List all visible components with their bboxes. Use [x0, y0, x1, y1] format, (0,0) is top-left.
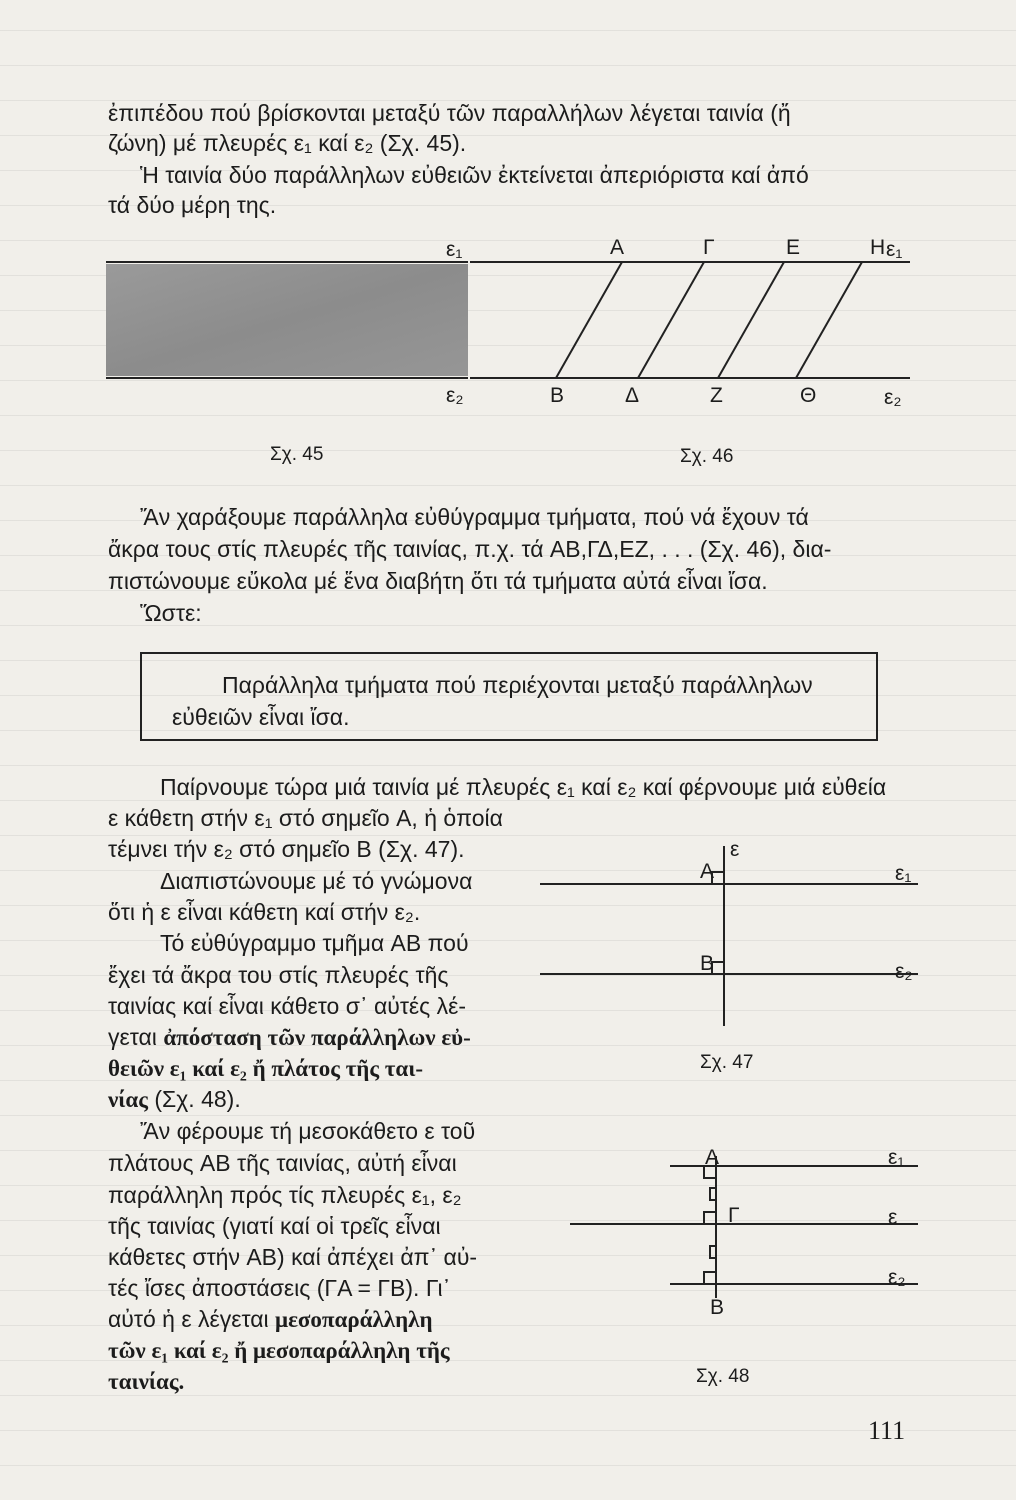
fig48-label-Gamma: Γ	[728, 1204, 740, 1227]
para2-line-11	[108, 1084, 241, 1115]
fig45-label-e2: ε₂	[446, 384, 464, 407]
term-width-end: νίας	[108, 1087, 148, 1112]
para3-line-4: τῆς ταινίας (γιατί καί οἱ τρεῖς εἶναι	[108, 1213, 441, 1239]
intro-line-3: Ἡ ταινία δύο παράλληλων εὐθειῶν ἐκτείνεται ἀπεριόριστα καί ἀπό	[140, 162, 809, 188]
para3-line-6: τές ἴσες ἀποστάσεις (ΓA = ΓB). Γι᾽	[108, 1275, 451, 1301]
para1-line-3: πιστώνουμε εὔκολα μέ ἕνα διαβήτη ὅτι τά τμήματα αὐτά εἶναι ἴσα.	[108, 568, 768, 594]
para2-line-11-normal: (Σχ. 48).	[147, 1086, 241, 1112]
para3-line-3: παράλληλη πρός τίς πλευρές ε₁, ε₂	[108, 1182, 462, 1208]
para3-line-2: πλάτους AB τῆς ταινίας, αὐτή εἶναι	[108, 1150, 457, 1176]
para3-line-8: τῶν ε₁ καί ε₂ ἤ μεσοπαράλληλη τῆς	[108, 1338, 450, 1363]
para2-line-3: τέμνει τήν ε₂ στό σημεῖο B (Σχ. 47).	[108, 836, 465, 862]
term-midparallel: μεσοπαράλληλη	[275, 1307, 433, 1332]
para2-line-9	[108, 1022, 471, 1053]
fig47-label-e1: ε₁	[895, 862, 912, 885]
page-number: 111	[868, 1416, 906, 1445]
fig46-label-e2: ε₂	[884, 386, 902, 409]
fig46-label-B: B	[550, 384, 565, 407]
fig46-label-Gamma: Γ	[703, 236, 715, 259]
rule-line-1: Παράλληλα τμήματα πού περιέχονται μεταξύ παράλληλων	[222, 672, 813, 698]
fig46-segment-EZ	[718, 262, 784, 378]
para2-line-1: Παίρνουμε τώρα μιά ταινία μέ πλευρές ε₁ καί ε₂ καί φέρνουμε μιά εὐθεία	[160, 774, 887, 800]
fig47-label-e2: ε₂	[895, 960, 913, 983]
rule-box	[140, 652, 878, 741]
fig46-label-Delta: Δ	[625, 384, 640, 407]
fig46-segment-GD	[638, 262, 704, 378]
figure-47	[520, 840, 920, 1040]
para3-line-7-normal: αὐτό ἡ ε λέγεται	[108, 1306, 276, 1332]
fig47-label-e: ε	[730, 838, 740, 861]
fig46-label-e1: ε₁	[886, 238, 903, 261]
rule-line-2: εὐθειῶν εἶναι ἴσα.	[172, 704, 350, 730]
fig47-caption: Σχ. 47	[700, 1052, 754, 1073]
para2-line-7: ἔχει τά ἄκρα του στίς πλευρές τῆς	[108, 962, 449, 988]
para2-line-6: Τό εὐθύγραμμο τμῆμα AB πού	[160, 930, 469, 956]
intro-line-1: ἐπιπέδου πού βρίσκονται μεταξύ τῶν παραλλήλων λέγεται ταινία (ἤ	[108, 100, 791, 126]
para3-line-1: Ἄν φέρουμε τή μεσοκάθετο ε τοῦ	[140, 1118, 476, 1144]
fig48-label-A: A	[705, 1146, 720, 1169]
fig48-right-angle-B	[704, 1272, 716, 1284]
para3-line-9: ταινίας.	[108, 1369, 185, 1394]
intro-line-2: ζώνη) μέ πλευρές ε₁ καί ε₂ (Σχ. 45).	[108, 130, 467, 156]
fig48-label-e1: ε₁	[888, 1146, 905, 1169]
figure-48	[520, 1150, 920, 1310]
fig45-shaded-strip	[106, 264, 468, 376]
fig48-label-B: B	[710, 1296, 725, 1319]
fig48-tick-lower	[710, 1246, 716, 1258]
para3-line-5: κάθετες στήν AB) καί ἀπέχει ἀπ᾽ αὐ-	[108, 1244, 478, 1270]
fig47-label-A: A	[700, 860, 715, 883]
fig46-segment-HT	[796, 262, 862, 378]
figure-45	[100, 250, 480, 400]
fig48-label-e: ε	[888, 1206, 898, 1229]
para3-line-7	[108, 1304, 433, 1335]
para1-line-4: Ὥστε:	[140, 600, 202, 626]
fig48-caption: Σχ. 48	[696, 1366, 750, 1387]
fig45-label-e1: ε₁	[446, 238, 463, 261]
fig46-label-Z: Z	[710, 384, 723, 407]
para2-line-2: ε κάθετη στήν ε₁ στό σημεῖο A, ἡ ὁποία	[108, 805, 503, 831]
fig47-label-B: B	[700, 952, 715, 975]
fig46-segment-AB	[556, 262, 622, 378]
fig46-label-E: E	[786, 236, 801, 259]
para1-line-1: Ἄν χαράξουμε παράλληλα εὐθύγραμμα τμήματα, πού νά ἔχουν τά	[140, 504, 809, 530]
intro-line-4: τά δύο μέρη της.	[108, 192, 277, 218]
fig46-label-A: A	[610, 236, 625, 259]
fig46-caption: Σχ. 46	[680, 446, 734, 467]
fig48-label-e2: ε₂	[888, 1266, 906, 1289]
term-distance: ἀπόσταση τῶν παράλληλων εὐ-	[163, 1025, 471, 1050]
fig46-label-H: H	[870, 236, 886, 259]
fig45-caption: Σχ. 45	[270, 444, 324, 465]
figure-46	[470, 250, 920, 400]
fig46-label-Theta: Θ	[800, 384, 817, 407]
para2-line-5: ὅτι ἡ ε εἶναι κάθετη καί στήν ε₂.	[108, 899, 421, 925]
para2-line-9-normal: γεται	[108, 1024, 164, 1050]
fig48-right-angle-Gamma	[704, 1212, 716, 1224]
para1-line-2: ἄκρα τους στίς πλευρές τῆς ταινίας, π.χ. τά AB,ΓΔ,EZ, . . . (Σχ. 46), δια-	[108, 536, 832, 562]
para2-line-4: Διαπιστώνουμε μέ τό γνώμονα	[160, 868, 473, 894]
para2-line-8: ταινίας καί εἶναι κάθετο σ᾽ αὐτές λέ-	[108, 993, 467, 1019]
fig48-tick-upper	[710, 1188, 716, 1200]
para2-line-10: θειῶν ε₁ καί ε₂ ἤ πλάτος τῆς ται-	[108, 1056, 424, 1081]
